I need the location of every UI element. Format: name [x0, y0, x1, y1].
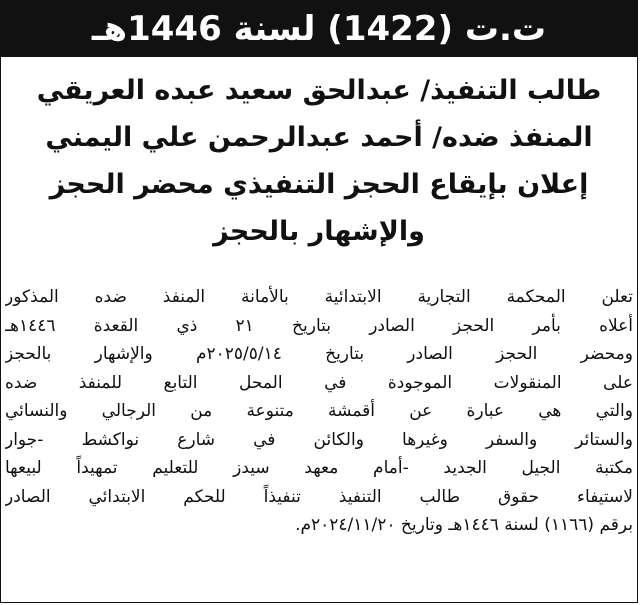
notice-title-line-2: والإشهار بالحجز	[213, 216, 425, 247]
defendant-line: المنفذ ضده/ أحمد عبدالرحمن علي اليمني	[45, 122, 593, 153]
body-line: أعلاه بأمر الحجز الصادر بتاريخ ٢١ ذي القعدة ١٤٤٦هـ	[5, 315, 633, 336]
case-number-header	[1, 1, 637, 57]
body-line: مكتبة الجيل الجديد -أمام معهد سيدز للتعليم تمهيداً لبيعها	[5, 458, 633, 478]
notice-headlines	[1, 67, 637, 255]
body-line: على المنقولات الموجودة في المحل التابع للمنفذ ضده	[5, 372, 633, 393]
body-line: والتي هي عبارة عن أقمشة متنوعة من الرجالي والنسائي	[5, 401, 633, 421]
body-line: لاستيفاء حقوق طالب التنفيذ تنفيذاً للحكم الابتدائي الصادر	[5, 486, 633, 507]
case-number-title: ت.ت (1422) لسنة 1446هـ	[91, 9, 547, 49]
notice-body	[5, 283, 633, 540]
body-line: والستائر والسفر وغيرها والكائن في شارع نواكشط -جوار	[5, 429, 633, 450]
body-line-last: برقم (١١٦٦) لسنة ١٤٤٦هـ وتاريخ ٢٠٢٤/١١/٢٠م.	[295, 515, 633, 535]
body-line: تعلن المحكمة التجارية الابتدائية بالأمانة المنفذ ضده المذكور	[5, 287, 633, 307]
plaintiff-line: طالب التنفيذ/ عبدالحق سعيد عبده العريقي	[36, 75, 602, 106]
notice-title-line: إعلان بإيقاع الحجز التنفيذي محضر الحجز	[49, 169, 589, 200]
body-line: ومحضر الحجز الصادر بتاريخ ٢٠٢٥/٥/١٤م والإشهار بالحجز	[5, 344, 633, 364]
